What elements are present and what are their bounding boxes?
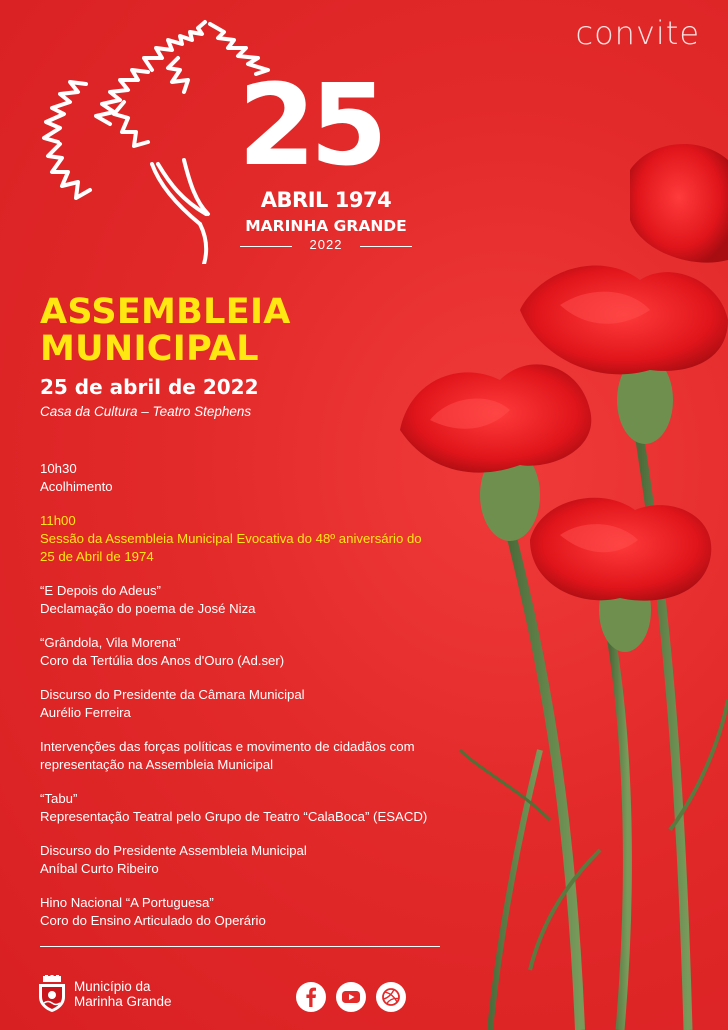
municipio-name-line-2: Marinha Grande — [74, 994, 172, 1009]
municipio-name-line-1: Município da — [74, 979, 151, 994]
title-line-2: MUNICIPAL — [40, 329, 259, 369]
program-item-interventions — [40, 738, 480, 774]
program-heading: Hino Nacional “A Portuguesa” — [40, 895, 214, 910]
program-description-cont: 25 de Abril de 1974 — [40, 549, 154, 564]
event-logo — [30, 14, 407, 264]
program-heading: “Grândola, Vila Morena” — [40, 635, 181, 650]
program-heading: Discurso do Presidente Assembleia Municipal — [40, 843, 307, 858]
program-description: Representação Teatral pelo Grupo de Teatro “CalaBoca” (ESACD) — [40, 809, 428, 824]
social-links — [296, 982, 406, 1012]
program-item-speech-assembleia — [40, 842, 480, 878]
program-item-poem — [40, 582, 480, 618]
program-item-theatre — [40, 790, 480, 826]
logo-place: MARINHA GRANDE — [245, 217, 407, 235]
youtube-icon[interactable] — [336, 982, 366, 1012]
municipio-logo[interactable] — [36, 975, 172, 1013]
program-item-choir — [40, 634, 480, 670]
program-heading: Discurso do Presidente da Câmara Municipal — [40, 687, 305, 702]
coat-of-arms-icon — [36, 975, 68, 1013]
program-item-anthem — [40, 894, 480, 930]
program-description: Coro do Ensino Articulado do Operário — [40, 913, 266, 928]
title-line-1: ASSEMBLEIA — [40, 292, 291, 332]
logo-year: 2022 — [240, 237, 412, 252]
logo-abril-1974: ABRIL 1974 — [260, 188, 392, 212]
dribbble-icon[interactable] — [376, 982, 406, 1012]
convite-label: convite — [575, 14, 700, 52]
program-description: representação na Assembleia Municipal — [40, 757, 274, 772]
program-time: 11h00 — [40, 513, 76, 528]
program-description: Sessão da Assembleia Municipal Evocativa do 48º aniversário do — [40, 531, 422, 546]
program-heading: “E Depois do Adeus” — [40, 583, 161, 598]
program-list — [40, 460, 480, 946]
program-item-speech-camara — [40, 686, 480, 722]
logo-number: 25 — [238, 61, 382, 191]
program-time: 10h30 — [40, 461, 77, 476]
program-description: Aurélio Ferreira — [40, 705, 131, 720]
program-heading: “Tabu” — [40, 791, 78, 806]
program-description: Aníbal Curto Ribeiro — [40, 861, 159, 876]
program-heading: Intervenções das forças políticas e movimento de cidadãos com — [40, 739, 415, 754]
program-description: Declamação do poema de José Niza — [40, 601, 256, 616]
event-venue: Casa da Cultura – Teatro Stephens — [40, 404, 252, 419]
event-date: 25 de abril de 2022 — [40, 375, 259, 399]
program-description: Acolhimento — [40, 479, 113, 494]
footer-divider — [40, 946, 440, 947]
event-title — [40, 294, 291, 368]
program-description: Coro da Tertúlia dos Anos d'Ouro (Ad.ser) — [40, 653, 285, 668]
facebook-icon[interactable] — [296, 982, 326, 1012]
program-item-welcome — [40, 460, 480, 496]
program-item-session — [40, 512, 480, 566]
